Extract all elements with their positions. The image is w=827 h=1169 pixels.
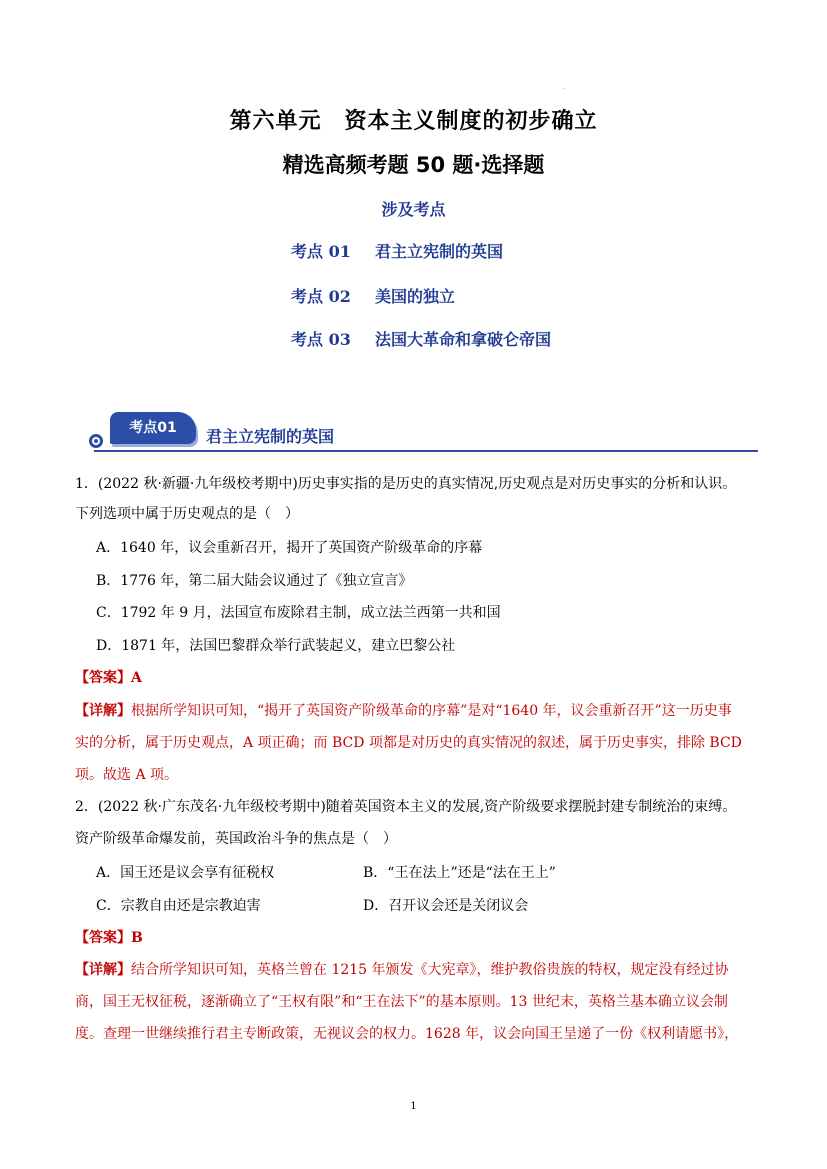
page-number: 1 (410, 1101, 417, 1112)
topic-item-03 (291, 327, 551, 350)
question-2-option-b: B．“王在法上”还是“法在王上” (363, 865, 556, 881)
question-1-option-b: B．1776 年，第二届大陆会议通过了《独立宣言》 (96, 573, 413, 589)
question-2-option-a: A．国王还是议会享有征税权 (96, 865, 275, 881)
topic-name: 美国的独立 (375, 287, 456, 306)
topic-number: 考点 03 (291, 330, 351, 349)
decorative-dot: . (563, 84, 565, 91)
topic-item-02 (291, 284, 455, 307)
topic-number: 考点 02 (291, 287, 351, 306)
detail-label: 【详解】 (75, 962, 131, 978)
question-2-answer: 【答案】B (75, 930, 143, 946)
topic-number: 考点 01 (291, 242, 351, 261)
section-title: 君主立宪制的英国 (206, 427, 335, 446)
question-2-detail-line2: 商，国王无权征税，逐渐确立了“王权有限”和“王在法下”的基本原则。13 世纪末，英格兰基本确立议会制 (75, 994, 728, 1010)
detail-text: 结合所学知识可知，英格兰曾在 1215 年颁发《大宪章》，维护教俗贵族的特权，规定没有经过协 (131, 962, 729, 978)
question-2-detail-line1 (75, 960, 729, 980)
question-2-stem-line1: 2．(2022 秋·广东茂名·九年级校考期中)随着英国资本主义的发展,资产阶级要求摆脱封建专制统治的束缚。 (75, 799, 737, 815)
question-2-option-d: D．召开议会还是关闭议会 (363, 898, 529, 914)
question-1-option-c: C．1792 年 9 月，法国宣布废除君主制，成立法兰西第一共和国 (96, 605, 501, 621)
topics-heading: 涉及考点 (381, 200, 446, 219)
section-badge: 考点01 (110, 412, 196, 444)
detail-text: 根据所学知识可知，“揭开了英国资产阶级革命的序幕”是对“1640 年，议会重新召开”这一历史事 (131, 703, 732, 719)
question-1-stem-line2: 下列选项中属于历史观点的是（ ） (75, 506, 299, 522)
bullet-dot-icon (89, 434, 103, 448)
question-2-detail-line3: 度。查理一世继续推行君主专断政策，无视议会的权力。1628 年，议会向国王呈递了一份《权利请愿书》， (75, 1026, 739, 1042)
question-1-option-a: A．1640 年，议会重新召开，揭开了英国资产阶级革命的序幕 (96, 540, 483, 556)
question-1-option-d: D．1871 年，法国巴黎群众举行武装起义，建立巴黎公社 (96, 638, 456, 654)
question-1-stem-line1: 1．(2022 秋·新疆·九年级校考期中)历史事实指的是历史的真实情况,历史观点是对历史事实的分析和认识。 (75, 476, 737, 492)
detail-label: 【详解】 (75, 703, 131, 719)
section-underline (94, 450, 758, 452)
topic-name: 法国大革命和拿破仑帝国 (375, 330, 552, 349)
topic-item-01 (291, 239, 503, 262)
page-title: 第六单元 资本主义制度的初步确立 (229, 109, 598, 134)
page-subtitle: 精选高频考题 50 题·选择题 (282, 153, 545, 177)
question-1-detail-line1 (75, 701, 732, 721)
question-1-detail-line3: 项。故选 A 项。 (75, 767, 179, 783)
question-2-stem-line2: 资产阶级革命爆发前，英国政治斗争的焦点是（ ） (75, 831, 397, 847)
question-2-option-c: C．宗教自由还是宗教迫害 (96, 898, 261, 914)
question-1-answer: 【答案】A (75, 670, 142, 686)
question-1-detail-line2: 实的分析，属于历史观点，A 项正确；而 BCD 项都是对历史的真实情况的叙述，属于历史事实，排除 BCD (75, 735, 742, 751)
section-header (88, 410, 758, 456)
topic-name: 君主立宪制的英国 (375, 242, 504, 261)
